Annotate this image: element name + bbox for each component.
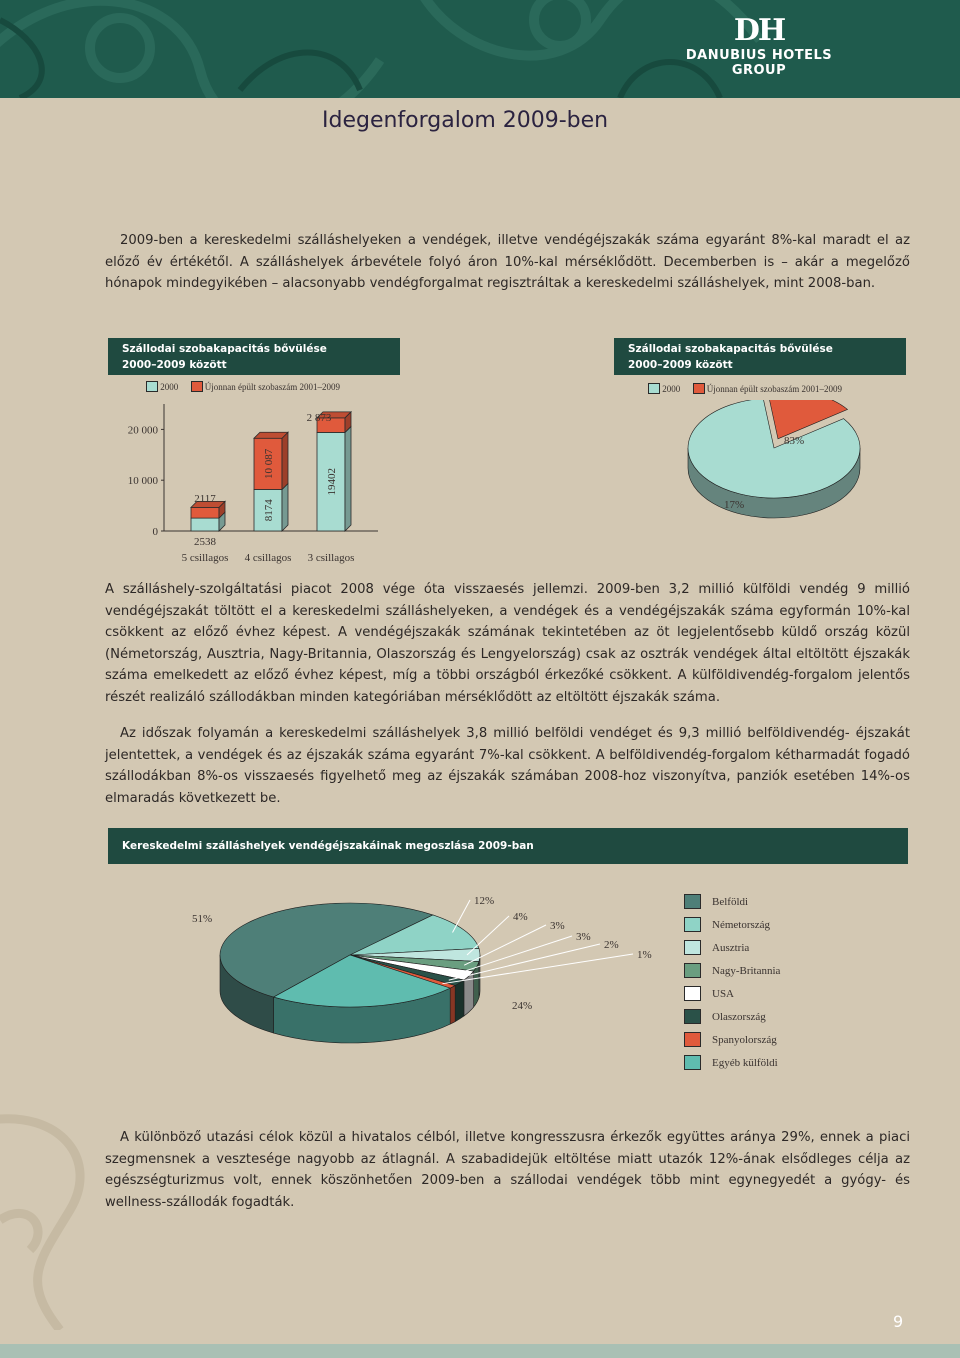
y-tick-label: 20 000 (127, 424, 158, 437)
capacity-pie-chart (670, 400, 910, 540)
slice-label: 1% (637, 949, 652, 961)
bar-side (282, 483, 288, 531)
legend-label: Németország (712, 918, 771, 931)
value-label-base: 19402 (326, 467, 338, 496)
legend-swatch (684, 1009, 701, 1024)
purpose-paragraph: A különböző utazási célok közül a hivatalos célból, illetve kongresszusra érkezők együttes aránya 29%, ennek a piaci szegmensnek a vesztesége nagyobb az átlagnál. A szabadidejük eltöltése miatt utazók 12%-ának elsődleges célja az egészségturizmus volt, ennek köszönhetően 2009-ben a szállodai vendégek több mint egynegyedét a gyógy- és wellness-szállodák fogadták. (105, 1130, 910, 1210)
legend-swatch (684, 1032, 701, 1047)
slice-label: 2% (604, 939, 619, 951)
pie-chart-subtitle: 2000–2009 között (628, 359, 733, 371)
leader-line (467, 916, 509, 955)
value-label-added: 2117 (194, 493, 216, 505)
legend-label: Spanyolország (712, 1033, 777, 1046)
category-label: 5 csillagos (181, 552, 229, 564)
pie-chart-legend (648, 383, 908, 394)
category-label: 4 csillagos (244, 552, 292, 564)
corner-ornament (0, 1100, 140, 1330)
bar-chart-header (108, 338, 400, 375)
intro-paragraph: 2009-ben a kereskedelmi szálláshelyeken a vendégek, illetve vendégéjszakák száma egyaránt 8%-kal maradt el az előző év értékétől. A szálláshelyek árbevétele folyó áron 10%-kal mérséklődött. Decemberben is – akár a megelőző hónapok mindegyikében – alacsonyabb vendégforgalmat regisztráltak a kereskedelmi szálláshelyek, mint 2008-ban. (105, 233, 910, 292)
legend-swatch (684, 1055, 701, 1070)
value-label-base: 2538 (194, 536, 216, 548)
value-label-added: 2 873 (306, 412, 332, 424)
slice-label: 24% (512, 1000, 533, 1012)
pie-side-Olaszország (455, 980, 464, 1022)
slice-label: 4% (513, 911, 528, 923)
legend-swatch (684, 940, 701, 955)
nights-chart-title: Kereskedelmi szálláshelyek vendégéjszakáinak megoszlása 2009-ban (122, 840, 534, 852)
legend-item (684, 936, 884, 959)
bar-added (191, 507, 219, 518)
logo-line-2: GROUP (731, 63, 787, 78)
nights-legend (684, 890, 884, 1074)
bar-base (191, 518, 219, 531)
legend-swatch-2000-b (648, 383, 660, 394)
legend-item (684, 1005, 884, 1028)
category-label: 3 csillagos (307, 552, 355, 564)
legend-item (684, 1051, 884, 1074)
legend-label: Nagy-Britannia (712, 964, 781, 977)
bar-top (254, 432, 288, 438)
legend-item (684, 959, 884, 982)
bar-chart (108, 396, 408, 576)
legend-swatch (684, 894, 701, 909)
slice-label: 3% (550, 920, 565, 932)
slice-label: 17% (724, 499, 745, 511)
bar-chart-subtitle: 2000–2009 között (122, 359, 227, 371)
page-number: 9 (893, 1312, 904, 1331)
bar-chart-title: Szállodai szobakapacitás bővülése (122, 343, 327, 355)
legend-swatch (684, 963, 701, 978)
brand-logo (664, 14, 854, 78)
legend-item (684, 982, 884, 1005)
legend-label: USA (712, 987, 735, 1000)
market-paragraph: A szálláshely-szolgáltatási piacot 2008 vége óta visszaesés jellemzi. 2009-ben 3,2 millió külföldi vendég 9 millió vendégéjszakát töltött el a kereskedelmi szálláshelyeken, a vendégek és a vendégéjszakák száma egyformán 10%-kal csökkent az előző évhez képest. A vendégéjszakák számának tekintetében az öt legjelentősebb küldő ország közül (Németország, Ausztria, Nagy-Britannia, Olaszország és Lengyelország) csak az osztrák vendégek által eltöltött éjszakák száma emelkedett az előző évhez képest, míg a többi országból érkezőké csökkent. A külföldivendég-forgalom jelentős részét realizáló szállodákban minden kategóriában mérséklődött az eltöltött éjszakák száma. (105, 582, 910, 705)
legend-label-2000-b: 2000 (662, 384, 681, 394)
pie-chart-title: Szállodai szobakapacitás bővülése (628, 343, 833, 355)
legend-label-2000: 2000 (160, 382, 179, 392)
value-label-added: 10 087 (263, 448, 275, 479)
legend-item (684, 1028, 884, 1051)
legend-label: Ausztria (712, 941, 750, 954)
header-band (0, 0, 960, 98)
slice-label: 51% (192, 913, 213, 925)
nights-chart-header (108, 828, 908, 864)
legend-label: Olaszország (712, 1010, 766, 1023)
legend-item (684, 890, 884, 913)
value-label-base: 8174 (263, 499, 275, 522)
logo-mark: DH (733, 13, 785, 48)
bar-side (345, 426, 351, 531)
slice-label: 83% (784, 435, 805, 447)
legend-swatch (684, 986, 701, 1001)
y-tick-label: 10 000 (127, 475, 158, 488)
nights-pie-chart (160, 880, 680, 1100)
legend-label-new-b: Újonnan épült szobaszám 2001–2009 (706, 384, 842, 394)
slice-label: 3% (576, 931, 591, 943)
legend-swatch-2000 (146, 381, 158, 392)
legend-swatch (684, 917, 701, 932)
legend-label: Egyéb külföldi (712, 1056, 778, 1069)
pie-side-Spanyolország (450, 986, 455, 1025)
legend-label-new: Újonnan épült szobaszám 2001–2009 (204, 382, 340, 392)
bar-chart-legend (146, 381, 380, 392)
y-tick-label: 0 (152, 526, 158, 538)
slice-label: 12% (474, 895, 495, 907)
bar-side (282, 432, 288, 489)
logo-line-1: DANUBIUS HOTELS (685, 48, 833, 63)
legend-swatch-new-b (693, 383, 705, 394)
pie-chart-header (614, 338, 906, 375)
page-title: Idegenforgalom 2009-ben (322, 108, 609, 133)
footer-band (0, 1344, 960, 1358)
domestic-paragraph: Az időszak folyamán a kereskedelmi szálláshelyek 3,8 millió belföldi vendéget és 9,3 millió belföldivendég- éjszakát jelentettek, a vendégek és az éjszakák száma egyaránt 7%-kal csökkent. A belföldivendég-forgalom kétharmadát fogadó szállodákban 8%-os visszaesés figyelhető meg az éjszakák számában 2008-hoz viszonyítva, panziók esetében 14%-os elmaradás következett be. (105, 726, 910, 806)
legend-item (684, 913, 884, 936)
legend-label: Belföldi (712, 895, 749, 908)
legend-swatch-new (191, 381, 203, 392)
